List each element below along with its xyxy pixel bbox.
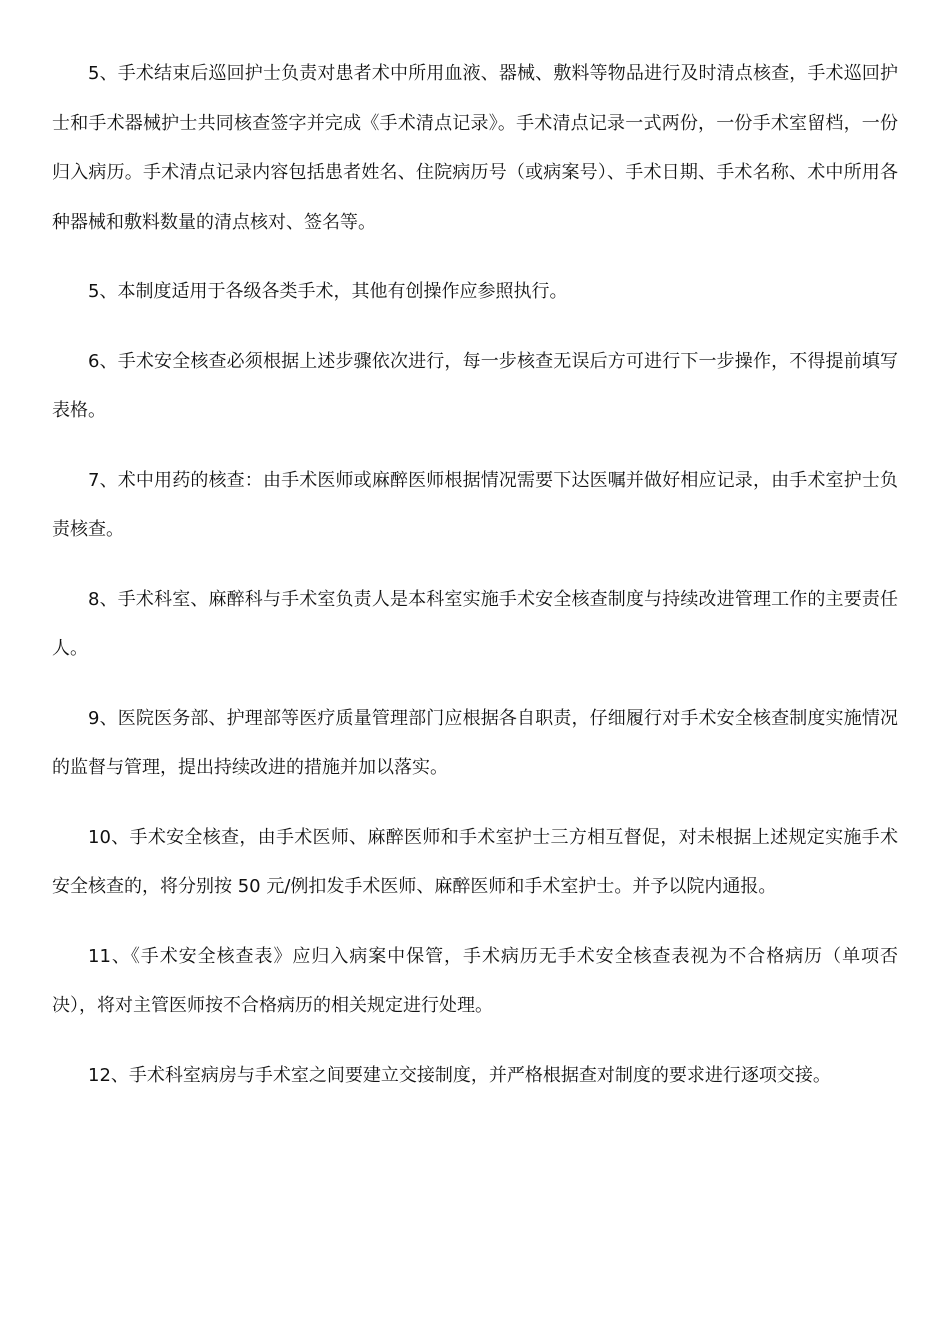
paragraph-gap xyxy=(52,912,898,932)
paragraph-gap xyxy=(52,555,898,575)
paragraph-gap xyxy=(52,317,898,337)
paragraph-gap xyxy=(52,1031,898,1051)
paragraph-gap xyxy=(52,674,898,694)
paragraph-gap xyxy=(52,247,898,267)
paragraph-gap xyxy=(52,793,898,813)
paragraph-7-medication: 7、术中用药的核查：由手术医师或麻醉医师根据情况需要下达医嘱并做好相应记录，由手术室护士负责核查。 xyxy=(52,469,898,540)
document-page xyxy=(52,49,898,1100)
paragraph-5-scope: 5、本制度适用于各级各类手术，其他有创操作应参照执行。 xyxy=(88,281,568,302)
paragraph-10-penalty: 10、手术安全核查，由手术医师、麻醉医师和手术室护士三方相互督促，对未根据上述规定实施手术安全核查的，将分别按 50 元/例扣发手术医师、麻醉医师和手术室护士。并予以院内通报。 xyxy=(52,826,898,897)
paragraph-8-responsibility: 8、手术科室、麻醉科与手术室负责人是本科室实施手术安全核查制度与持续改进管理工作的主要责任人。 xyxy=(52,588,898,659)
paragraph-gap xyxy=(52,436,898,456)
paragraph-11-checklist-archive: 11、《手术安全核查表》应归入病案中保管，手术病历无手术安全核查表视为不合格病历（单项否决），将对主管医师按不合格病历的相关规定进行处理。 xyxy=(52,945,898,1016)
paragraph-12-handover: 12、手术科室病房与手术室之间要建立交接制度，并严格根据查对制度的要求进行逐项交接。 xyxy=(88,1064,831,1086)
paragraph-9-supervision: 9、医院医务部、护理部等医疗质量管理部门应根据各自职责，仔细履行对手术安全核查制度实施情况的监督与管理，提出持续改进的措施并加以落实。 xyxy=(52,707,898,778)
paragraph-5-surgical-count: 5、手术结束后巡回护士负责对患者术中所用血液、器械、敷料等物品进行及时清点核查，手术巡回护士和手术器械护士共同核查签字并完成《手术清点记录》。手术清点记录一式两份，一份手术室留档，一份归入病历。手术清点记录内容包括患者姓名、住院病历号（或病案号）、手术日期、手术名称、术中所用各种器械和敷料数量的清点核对、签名等。 xyxy=(52,63,898,233)
paragraph-6-sequence: 6、手术安全核查必须根据上述步骤依次进行，每一步核查无误后方可进行下一步操作，不得提前填写表格。 xyxy=(52,350,898,421)
